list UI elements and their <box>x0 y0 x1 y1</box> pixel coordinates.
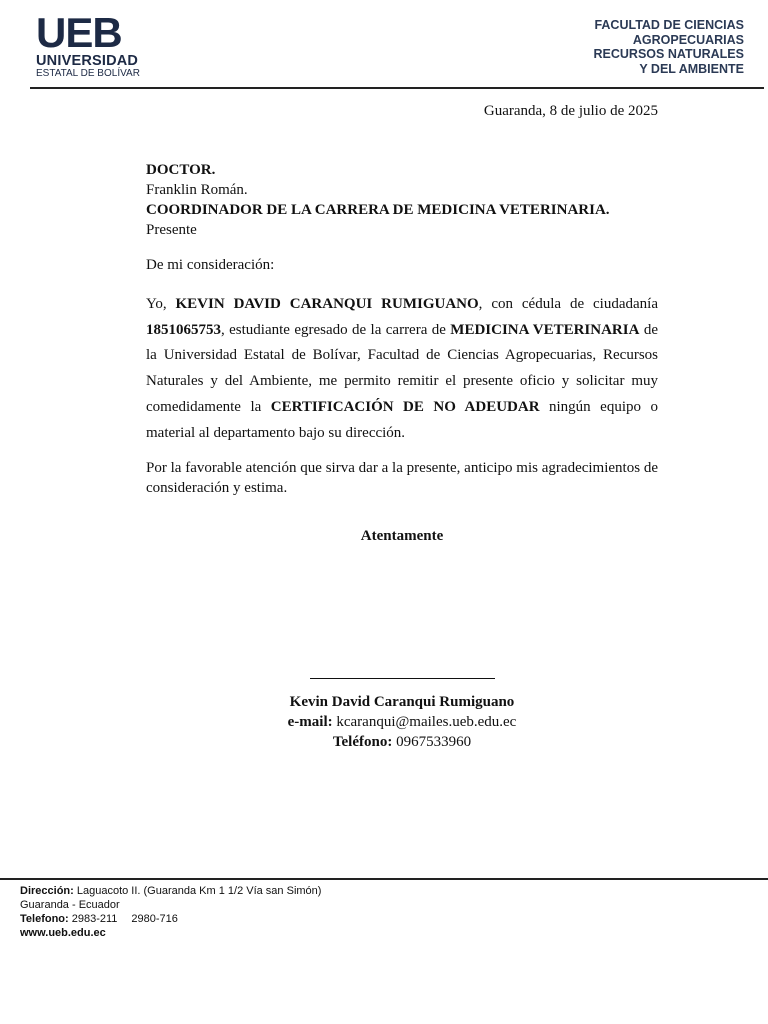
body-text: ningún equipo o material al departamento bajo su dirección. <box>146 398 658 441</box>
university-logo <box>36 9 166 79</box>
certificate-name: CERTIFICACIÓN DE NO ADEUDAR <box>270 398 540 415</box>
footer-phone-2: 2980-716 <box>131 913 178 925</box>
logo-brand: UEB <box>36 9 122 56</box>
signer-phone: 0967533960 <box>396 734 472 750</box>
faculty-line: Y DEL AMBIENTE <box>639 61 744 76</box>
career-name: MEDICINA VETERINARIA <box>450 321 640 338</box>
logo-name: UNIVERSIDAD <box>36 53 139 69</box>
signer-name: Kevin David Caranqui Rumiguano <box>289 694 515 710</box>
faculty-line: AGROPECUARIAS <box>632 32 744 47</box>
footer-website: www.ueb.edu.ec <box>20 927 106 939</box>
footer-divider <box>0 878 768 880</box>
faculty-line: FACULTAD DE CIENCIAS <box>594 18 744 32</box>
footer-address-label: Dirección: <box>20 885 74 897</box>
signer-email: kcaranqui@mailes.ueb.edu.ec <box>336 714 517 730</box>
recipient-presente: Presente <box>146 222 197 238</box>
footer-city: Guaranda - Ecuador <box>20 899 120 911</box>
greeting: De mi consideración: <box>146 257 275 273</box>
footer <box>20 884 321 940</box>
recipient-position: COORDINADOR DE LA CARRERA DE MEDICINA VETERINARIA. <box>146 202 610 218</box>
recipient-name: Franklin Román. <box>146 182 248 198</box>
recipient-title: DOCTOR. <box>146 162 216 178</box>
letter-date: Guaranda, 8 de julio de 2025 <box>483 103 658 119</box>
logo-subname: ESTATAL DE BOLÍVAR <box>36 68 140 79</box>
body-text: , estudiante egresado de la carrera de <box>221 321 451 338</box>
signature-block <box>146 692 658 752</box>
faculty-line: RECURSOS NATURALES <box>593 47 744 61</box>
header-divider <box>30 87 764 89</box>
footer-address: Laguacoto II. (Guaranda Km 1 1/2 Vía san Simón) <box>76 885 322 897</box>
footer-phone-label: Telefono: <box>20 913 69 925</box>
footer-phone-1: 2983-211 <box>71 913 118 925</box>
body-paragraph-1 <box>146 292 658 446</box>
email-label: e-mail: <box>287 714 333 730</box>
phone-label: Teléfono: <box>332 734 393 750</box>
body-paragraph-2: Por la favorable atención que sirva dar a la presente, anticipo mis agradecimientos de consideración y estima. <box>146 460 658 496</box>
student-id: 1851065753 <box>146 321 221 338</box>
faculty-heading <box>594 18 744 76</box>
body-text: de la Universidad Estatal de Bolívar, Facultad de Ciencias Agropecuarias, Recursos Naturales y del Ambiente, me permito remitir el presente oficio y solicitar muy comedidamente la <box>146 321 658 415</box>
student-name: KEVIN DAVID CARANQUI RUMIGUANO <box>175 296 479 312</box>
recipient-block <box>146 160 666 240</box>
body-text: Yo, <box>146 296 176 312</box>
closing: Atentamente <box>360 528 444 544</box>
body-text: , con cédula de ciudadanía <box>478 296 658 312</box>
signature-line <box>310 678 495 679</box>
